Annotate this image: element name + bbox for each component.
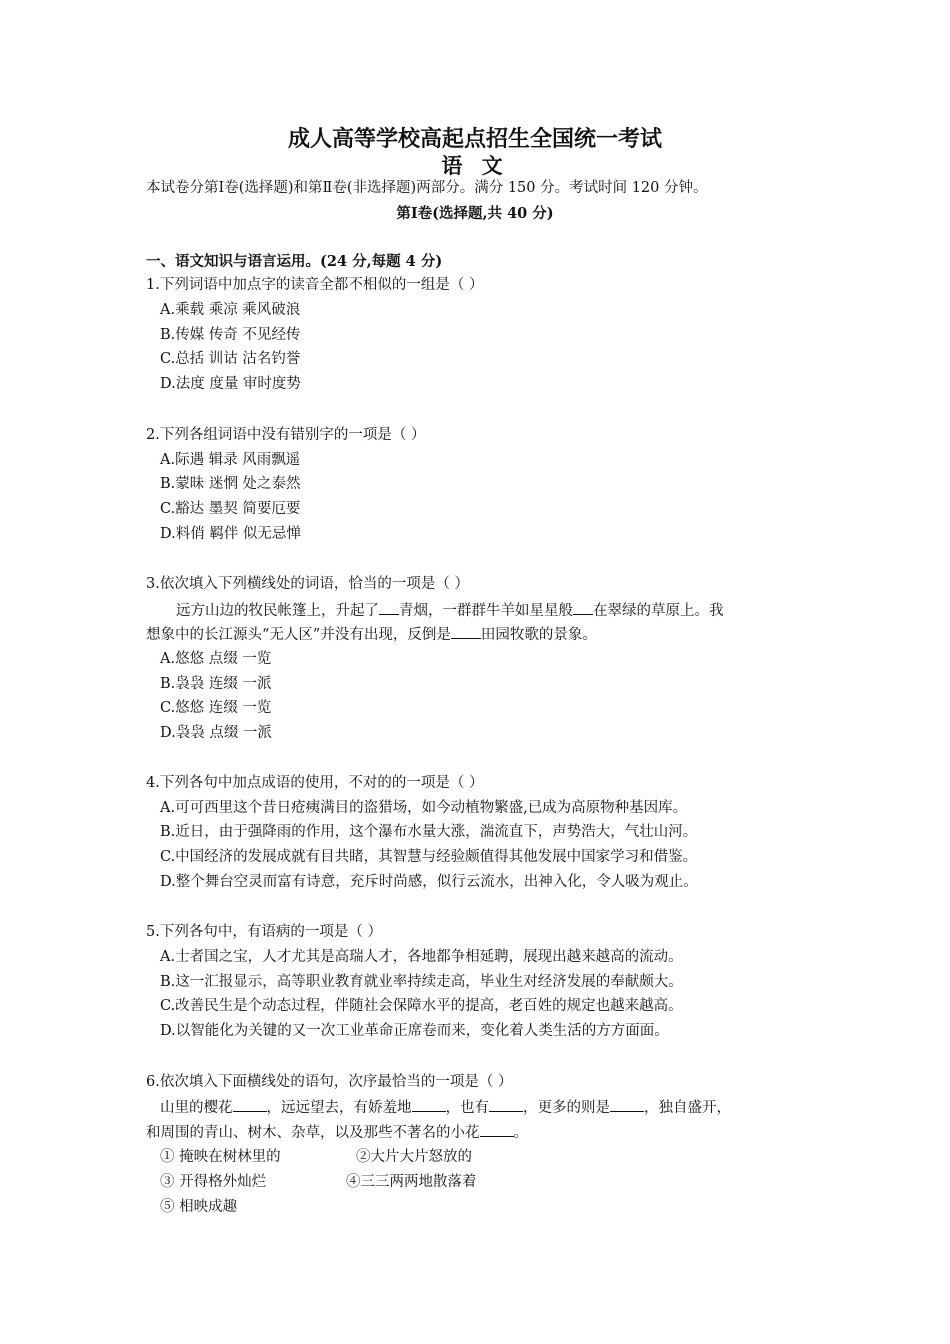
q3-option-a: A.悠悠 点缀 一览 (160, 651, 272, 667)
q1-option-a: A.乘载 乘凉 乘风破浪 (160, 302, 301, 318)
q6-passage-text: ，独自盛开， (644, 1100, 731, 1116)
question-5-stem: 5.下列各句中，有语病的一项是（ ） (146, 924, 382, 940)
q3-option-b: B.袅袅 连缀 一派 (160, 676, 272, 692)
q6-choice-4: ④三三两两地散落着 (346, 1174, 477, 1190)
q4-option-c: C.中国经济的发展成就有目共睹，其智慧与经验颇值得其他发展中国家学习和借鉴。 (160, 849, 698, 865)
q6-passage-line-1 (160, 1097, 731, 1118)
q2-option-b: B.蒙昧 迷惘 处之泰然 (160, 476, 301, 492)
question-4-stem: 4.下列各句中加点成语的使用，不对的的一项是（ ） (146, 775, 484, 791)
q5-option-a: A.士者国之宝，人才尤其是高瑞人才，各地都争相延聘，展现出越来越高的流动。 (160, 949, 683, 965)
blank-line (233, 1097, 267, 1112)
q6-passage-text: 和周围的青山、树木、杂草，以及那些不著名的小花 (146, 1125, 480, 1141)
q3-passage-text: 青烟，一群群牛羊如星星般 (399, 603, 573, 619)
q3-passage-line-2 (146, 624, 597, 645)
q3-passage-line-1 (176, 600, 724, 621)
part-heading: 第Ⅰ卷(选择题,共 40 分) (396, 205, 554, 222)
blank-line (610, 1097, 644, 1112)
subject-title: 语 文 (441, 154, 509, 178)
q6-passage-line-2 (146, 1122, 528, 1143)
q4-option-d: D.整个舞台空灵而富有诗意，充斥时尚感，似行云流水，出神入化，令人吸为观止。 (160, 874, 698, 890)
q6-passage-text: ，远远望去，有娇羞地 (266, 1100, 412, 1116)
question-2-stem: 2.下列各组词语中没有错别字的一项是（ ） (146, 427, 426, 443)
q3-passage-text: 想象中的长江源头“无人区”并没有出现，反倒是 (146, 627, 451, 643)
q6-passage-text: ，更多的则是 (523, 1100, 610, 1116)
q3-passage-text: 在翠绿的草原上。我 (593, 603, 724, 619)
q4-option-a: A.可可西里这个昔日疮痍满目的盗猎场，如今动植物繁盛,已成为高原物种基因库。 (160, 800, 688, 816)
q6-choice-5: ⑤ 相映成趣 (160, 1199, 238, 1215)
q2-option-a: A.际遇 辑录 风雨飘遥 (160, 452, 301, 468)
blank-line (451, 624, 481, 639)
q5-option-c: C.改善民生是个动态过程，伴随社会保障水平的提高，老百姓的规定也越来越高。 (160, 998, 683, 1014)
question-1-stem: 1.下列词语中加点字的读音全都不相似的一组是（ ） (146, 277, 484, 293)
q3-option-d: D.袅袅 点缀 一派 (160, 725, 272, 741)
blank-line (379, 600, 399, 615)
q1-option-c: C.总括 训诂 沽名钓誉 (160, 351, 301, 367)
blank-line (489, 1097, 523, 1112)
question-6-stem: 6.依次填入下面横线处的语句，次序最恰当的一项是（ ） (146, 1074, 513, 1090)
q6-passage-text: 山里的樱花 (160, 1100, 233, 1116)
q6-choice-1: ① 掩映在树林里的 (160, 1149, 281, 1165)
q4-option-b: B.近日，由于强降雨的作用，这个瀑布水量大涨，湍流直下，声势浩大，气壮山河。 (160, 824, 698, 840)
q2-option-c: C.豁达 墨契 简要厄要 (160, 501, 301, 517)
q3-passage-text: 田园牧歌的景象。 (480, 627, 597, 643)
blank-line (412, 1097, 446, 1112)
q2-option-d: D.料俏 羁伴 似无忌惮 (160, 526, 301, 542)
q3-passage-text: 远方山边的牧民帐篷上，升起了 (176, 603, 379, 619)
blank-line (573, 600, 593, 615)
q6-choice-2: ②大片大片怒放的 (356, 1149, 472, 1165)
q6-passage-text: ，也有 (445, 1100, 489, 1116)
section-heading: 一、语文知识与语言运用。(24 分,每题 4 分) (146, 253, 443, 270)
q6-passage-text: 。 (513, 1125, 528, 1141)
q3-option-c: C.悠悠 连缀 一览 (160, 700, 272, 716)
q6-choice-3: ③ 开得格外灿烂 (160, 1174, 267, 1190)
q5-option-d: D.以智能化为关键的又一次工业革命正席卷而来，变化着人类生活的方方面面。 (160, 1023, 669, 1039)
q5-option-b: B.这一汇报显示，高等职业教育就业率持续走高，毕业生对经济发展的奉献颇大。 (160, 974, 683, 990)
q1-option-d: D.法度 度量 审时度势 (160, 376, 301, 392)
question-3-stem: 3.依次填入下列横线处的词语，恰当的一项是（ ） (146, 576, 469, 592)
exam-intro: 本试卷分第Ⅰ卷(选择题)和第Ⅱ卷(非选择题)两部分。满分 150 分。考试时间 120 分钟。 (146, 180, 708, 196)
blank-line (480, 1122, 514, 1137)
q1-option-b: B.传媒 传奇 不见经传 (160, 327, 301, 343)
exam-title: 成人高等学校高起点招生全国统一考试 (287, 127, 662, 152)
